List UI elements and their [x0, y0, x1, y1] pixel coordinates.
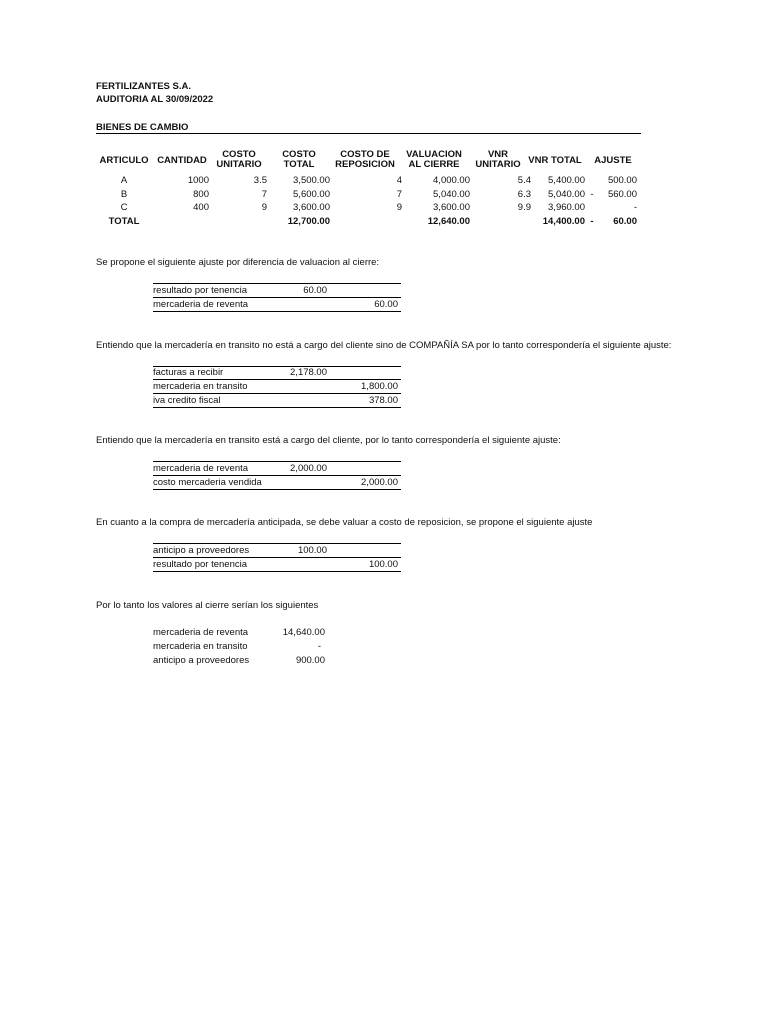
total-label: TOTAL	[108, 215, 140, 227]
entry-4-mid-line	[153, 557, 401, 558]
total-ajuste: 60.00	[613, 215, 637, 227]
paragraph-4: En cuanto a la compra de mercadería anticipada, se debe valuar a costo de reposicion, se propone el siguiente ajuste	[96, 517, 593, 528]
journal-entry-1	[153, 284, 401, 312]
journal-entry-4	[153, 544, 401, 572]
entry-row	[153, 558, 401, 572]
paragraph-2: Entiendo que la mercadería en transito no está a cargo del cliente sino de COMPAÑÍA SA por lo tanto correspondería el siguiente ajuste:	[96, 340, 672, 351]
paragraph-5: Por lo tanto los valores al cierre serían los siguientes	[96, 600, 319, 611]
header-costo-reposicion: COSTO DE REPOSICION	[335, 149, 395, 170]
entry-credit: 378.00	[368, 395, 398, 406]
list-item	[153, 626, 325, 640]
paragraph-3: Entiendo que la mercadería en transito está a cargo del cliente, por lo tanto correspondería el siguiente ajuste:	[96, 435, 561, 446]
entry-account: costo mercaderia vendida	[153, 477, 262, 488]
cell-ajuste: 560.00	[607, 188, 637, 200]
cell-valuacion: 5,040.00	[433, 188, 470, 200]
entry-2-bottom-line	[153, 407, 401, 408]
entry-1-mid-line	[153, 297, 401, 298]
entry-account: mercaderia de reventa	[153, 463, 249, 474]
entry-debit: 2,000.00	[290, 463, 327, 474]
header-articulo: ARTICULO	[99, 155, 149, 166]
section-title: BIENES DE CAMBIO	[96, 122, 189, 133]
entry-2-mid-line	[153, 379, 401, 380]
cell-costo-unitario: 7	[261, 188, 267, 200]
cell-cantidad: 1000	[187, 175, 209, 186]
entry-account: facturas a recibir	[153, 367, 224, 378]
cell-costo-total: 3,600.00	[293, 202, 330, 213]
entry-debit: 60.00	[303, 285, 327, 296]
cell-costo-unitario: 9	[261, 202, 267, 213]
cell-vnr-total: 5,040.00	[548, 188, 585, 200]
entry-3-bottom-line	[153, 489, 401, 490]
entry-account: anticipo a proveedores	[153, 545, 250, 556]
header-costo-unitario: COSTO UNITARIO	[216, 149, 262, 170]
list-item	[153, 640, 325, 654]
final-account: anticipo a proveedores	[153, 655, 250, 666]
inventory-table	[96, 174, 637, 228]
entry-debit: 2,178.00	[290, 367, 327, 378]
cell-ajuste: -	[633, 202, 637, 213]
entry-row	[153, 462, 401, 476]
cell-vnr-total: 5,400.00	[548, 175, 585, 186]
entry-3-mid-line	[153, 475, 401, 476]
header-cantidad: CANTIDAD	[157, 155, 207, 166]
cell-valuacion: 4,000.00	[433, 175, 470, 186]
total-valuacion: 12,640.00	[427, 215, 470, 227]
header-valuacion: VALUACION AL CIERRE	[406, 149, 462, 170]
entry-row	[153, 284, 401, 298]
entry-debit: 100.00	[297, 545, 327, 556]
header-costo-total: COSTO TOTAL	[282, 149, 316, 170]
entry-4-bottom-line	[153, 571, 401, 572]
section-divider	[96, 133, 641, 134]
entry-row	[153, 476, 401, 490]
cell-vnr-total: 3,960.00	[548, 202, 585, 213]
journal-entry-3	[153, 462, 401, 490]
cell-cantidad: 800	[193, 188, 209, 200]
audit-date: AUDITORIA AL 30/09/2022	[96, 94, 214, 105]
entry-account: mercaderia en transito	[153, 381, 248, 392]
cell-vnr-unitario: 5.4	[517, 175, 531, 186]
cell-cantidad: 400	[193, 202, 209, 213]
cell-valuacion: 3,600.00	[433, 202, 470, 213]
entry-credit: 2,000.00	[361, 477, 398, 488]
cell-costo-reposicion: 9	[396, 202, 402, 213]
final-account: mercaderia en transito	[153, 641, 248, 652]
final-value: 900.00	[295, 655, 325, 666]
list-item	[153, 654, 325, 668]
entry-row	[153, 394, 401, 408]
entry-account: resultado por tenencia	[153, 559, 248, 570]
cell-sign	[585, 174, 599, 188]
entry-credit: 60.00	[374, 299, 398, 310]
header-vnr-total: VNR TOTAL	[528, 155, 582, 166]
cell-costo-unitario: 3.5	[253, 175, 267, 186]
company-name: FERTILIZANTES S.A.	[96, 81, 191, 92]
total-sign: -	[590, 215, 594, 227]
journal-entry-2	[153, 366, 401, 408]
total-costo-total: 12,700.00	[287, 215, 330, 227]
table-row	[96, 201, 637, 215]
cell-vnr-unitario: 6.3	[517, 188, 531, 200]
cell-costo-reposicion: 7	[396, 188, 402, 200]
entry-account: resultado por tenencia	[153, 285, 248, 296]
cell-articulo: C	[120, 202, 128, 213]
entry-row	[153, 298, 401, 312]
cell-vnr-unitario: 9.9	[517, 202, 531, 213]
final-value: 14,640.00	[282, 627, 325, 638]
cell-costo-reposicion: 4	[396, 175, 402, 186]
table-row	[96, 188, 637, 202]
header-vnr-unitario: VNR UNITARIO	[475, 149, 521, 170]
cell-sign: -	[590, 188, 594, 200]
entry-1-bottom-line	[153, 311, 401, 312]
entry-row	[153, 366, 401, 380]
cell-costo-total: 5,600.00	[293, 188, 330, 200]
total-row	[96, 215, 637, 229]
header-ajuste: AJUSTE	[594, 155, 632, 166]
cell-articulo: B	[120, 188, 128, 200]
final-account: mercaderia de reventa	[153, 627, 249, 638]
entry-row	[153, 380, 401, 394]
total-vnr-total: 14,400.00	[542, 215, 585, 227]
entry-credit: 1,800.00	[361, 381, 398, 392]
entry-row	[153, 544, 401, 558]
cell-ajuste: 500.00	[607, 175, 637, 186]
paragraph-1: Se propone el siguiente ajuste por diferencia de valuacion al cierre:	[96, 257, 380, 268]
table-row	[96, 174, 637, 188]
final-value: -	[317, 641, 321, 652]
entry-account: mercaderia de reventa	[153, 299, 249, 310]
cell-costo-total: 3,500.00	[293, 175, 330, 186]
entry-credit: 100.00	[368, 559, 398, 570]
cell-articulo: A	[120, 175, 128, 186]
entry-2-mid-line-2	[153, 393, 401, 394]
entry-account: iva credito fiscal	[153, 395, 221, 406]
final-values-list	[153, 626, 325, 668]
cell-sign	[585, 201, 599, 215]
